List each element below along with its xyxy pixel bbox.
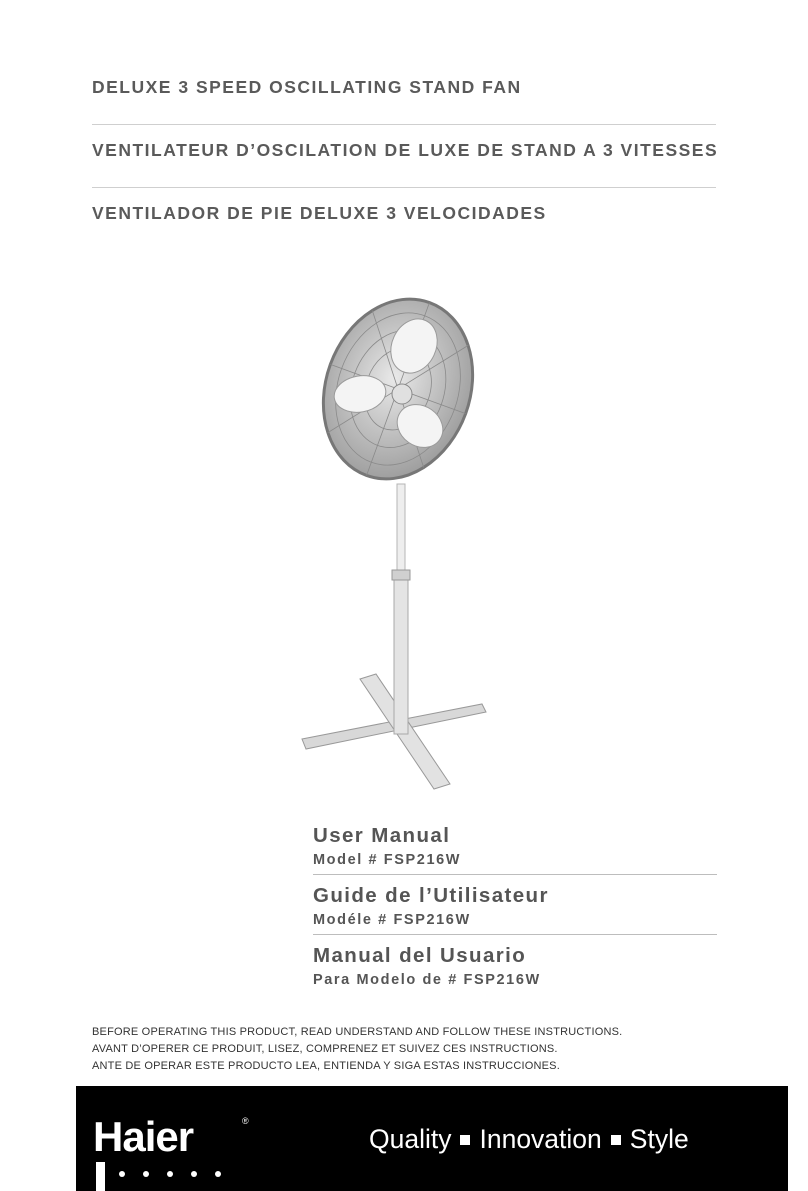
tagline-style: Style <box>629 1124 689 1154</box>
manual-title: Manual del Usuario <box>313 944 527 967</box>
logo-bar-icon <box>96 1162 105 1191</box>
manual-english <box>313 822 717 875</box>
manual-spanish <box>313 942 717 994</box>
stand-fan-illustration <box>292 294 502 804</box>
notice-spanish: ANTE DE OPERAR ESTE PRODUCTO LEA, ENTIENDA Y SIGA ESTAS INSTRUCCIONES. <box>92 1060 560 1072</box>
square-bullet-icon <box>611 1135 621 1145</box>
manual-french <box>313 882 717 935</box>
product-titles <box>92 62 719 250</box>
tagline-quality: Quality <box>369 1124 452 1154</box>
logo-dots-icon <box>119 1164 239 1182</box>
registered-mark: ® <box>242 1116 249 1126</box>
model-number: Para Modelo de # FSP216W <box>313 972 541 988</box>
manual-title: Guide de l’Utilisateur <box>313 884 549 907</box>
model-number: Model # FSP216W <box>313 852 462 868</box>
safety-notice <box>92 1024 732 1075</box>
title-spanish: VENTILADOR DE PIE DELUXE 3 VELOCIDADES <box>92 203 547 223</box>
title-french: VENTILATEUR D’OSCILATION DE LUXE DE STAND A 3 VITESSES <box>92 125 716 188</box>
brand-footer <box>76 1086 788 1191</box>
square-bullet-icon <box>460 1135 470 1145</box>
notice-french: AVANT D’OPERER CE PRODUIT, LISEZ, COMPRENEZ ET SUIVEZ CES INSTRUCTIONS. <box>92 1043 558 1055</box>
haier-logo: Haier <box>93 1113 194 1160</box>
tagline-innovation: Innovation <box>479 1124 602 1154</box>
manual-titles <box>313 822 717 1001</box>
manual-title: User Manual <box>313 824 451 847</box>
brand-tagline <box>369 1124 689 1155</box>
notice-english: BEFORE OPERATING THIS PRODUCT, READ UNDERSTAND AND FOLLOW THESE INSTRUCTIONS. <box>92 1026 623 1038</box>
model-number: Modéle # FSP216W <box>313 912 471 928</box>
title-english: DELUXE 3 SPEED OSCILLATING STAND FAN <box>92 62 716 125</box>
